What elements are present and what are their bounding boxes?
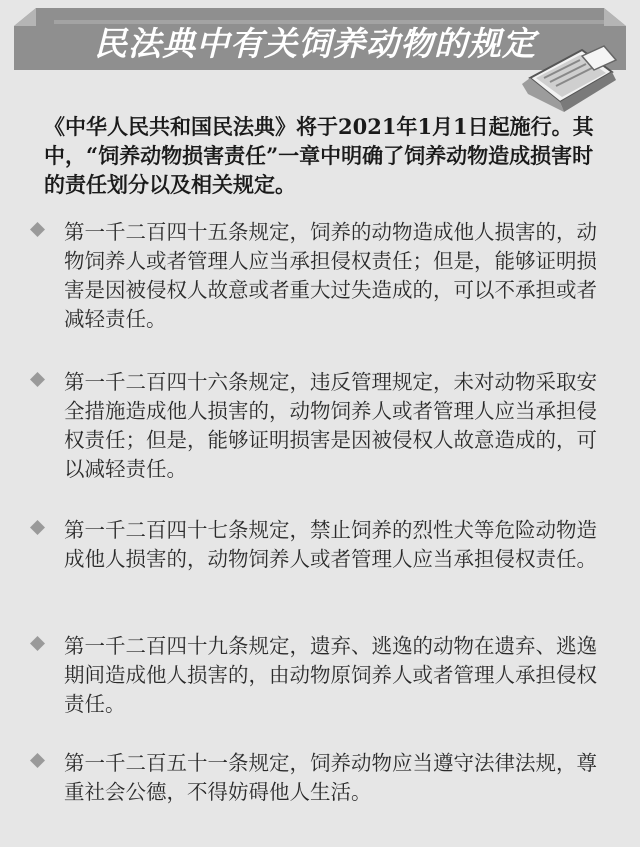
article-1246 — [30, 368, 615, 484]
article-1251 — [30, 749, 615, 807]
article-1247 — [30, 516, 615, 574]
article-text: 第一千二百四十九条规定，遗弃、逃逸的动物在遗弃、逃逸期间造成他人损害的，由动物原饲养人或者管理人承担侵权责任。 — [64, 634, 597, 716]
article-1249 — [30, 632, 615, 719]
intro-paragraph: 《中华人民共和国民法典》将于2021年1月1日起施行。其中，“饲养动物损害责任”一章中明确了饲养动物造成损害时的责任划分以及相关规定。 — [44, 114, 594, 197]
page-title: 民法典中有关饲养动物的规定 — [94, 24, 536, 63]
article-text: 第一千二百五十一条规定，饲养动物应当遵守法律法规，尊重社会公德，不得妨碍他人生活。 — [64, 751, 597, 804]
laptop-icon — [520, 44, 620, 120]
diamond-bullet-icon — [30, 753, 45, 768]
article-1245 — [30, 218, 615, 334]
diamond-bullet-icon — [30, 520, 45, 535]
diamond-bullet-icon — [30, 636, 45, 651]
article-text: 第一千二百四十五条规定，饲养的动物造成他人损害的，动物饲养人或者管理人应当承担侵权责任；但是，能够证明损害是因被侵权人故意或者重大过失造成的，可以不承担或者减轻责任。 — [64, 220, 597, 331]
diamond-bullet-icon — [30, 222, 45, 237]
article-text: 第一千二百四十七条规定，禁止饲养的烈性犬等危险动物造成他人损害的，动物饲养人或者管理人应当承担侵权责任。 — [64, 518, 597, 571]
diamond-bullet-icon — [30, 372, 45, 387]
article-text: 第一千二百四十六条规定，违反管理规定，未对动物采取安全措施造成他人损害的，动物饲养人或者管理人应当承担侵权责任；但是，能够证明损害是因被侵权人故意造成的，可以减轻责任。 — [64, 370, 597, 481]
